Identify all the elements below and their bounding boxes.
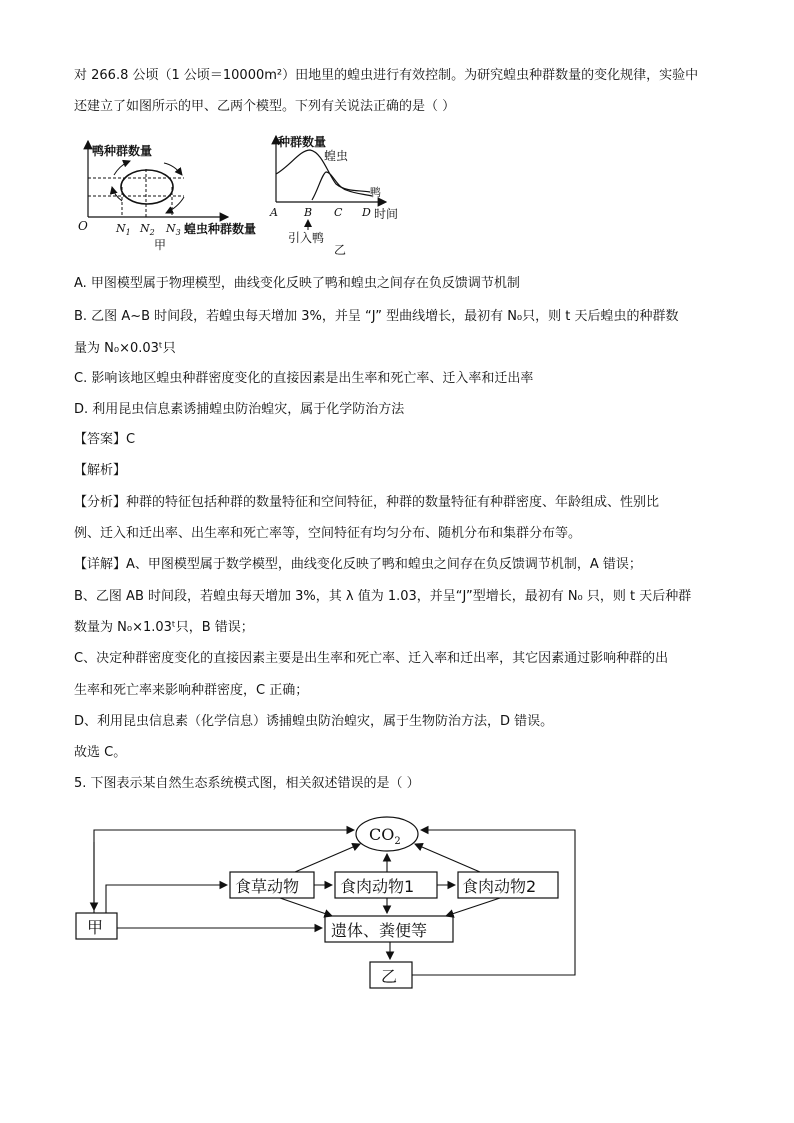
figure-jia (74, 135, 274, 255)
tick-b: B (304, 206, 313, 219)
svg-text:遗体、粪便等: 遗体、粪便等 (331, 921, 428, 940)
option-a: A. 甲图模型属于物理模型，曲线变化反映了鸭和蝗虫之间存在负反馈调节机制 (74, 276, 520, 291)
question-stem-line-2: 还建立了如图所示的甲、乙两个模型。下列有关说法正确的是（ ） (74, 99, 456, 114)
xiangjie-line-a: 【详解】A、甲图模型属于数学模型，曲线变化反映了鸭和蝗虫之间存在负反馈调节机制，A 错误； (74, 557, 642, 572)
duck-curve (312, 172, 372, 200)
xiangjie-d: D、利用昆虫信息素（化学信息）诱捕蝗虫防治蝗灾，属于生物防治方法，D 错误。 (74, 714, 554, 729)
y-axis-label: 鸭种群数量 (92, 144, 153, 158)
xiangjie-c-line-2: 生率和死亡率来影响种群密度，C 正确； (74, 683, 309, 698)
tick-n2: $N_2$ (140, 222, 155, 237)
tick-n1: $N_1$ (116, 222, 131, 237)
svg-text:食草动物: 食草动物 (235, 877, 300, 896)
y-axis-label: 种群数量 (278, 135, 327, 149)
option-b-line-2: 量为 N₀×0.03ᵗ只 (74, 341, 176, 356)
series-label-locust: 蝗虫 (324, 149, 349, 163)
svg-text:食肉动物1: 食肉动物1 (340, 877, 415, 896)
co2-label: $CO_2$ (369, 825, 401, 847)
locust-curve (276, 150, 370, 192)
option-b-line-1: B. 乙图 A~B 时间段，若蝗虫每天增加 3%，并呈 “J” 型曲线增长，最初有 N₀只，则 t 天后蝗虫的种群数 (74, 309, 679, 324)
figure-yi-caption: 乙 (334, 243, 347, 257)
tick-c: C (334, 206, 343, 219)
tick-d: D (362, 206, 371, 219)
series-label-duck: 鸭 (370, 186, 381, 199)
fenxi-line-1: 【分析】种群的特征包括种群的数量特征和空间特征，种群的数量特征有种群密度、年龄组成、性别比 (74, 495, 660, 510)
figure-yi (266, 130, 416, 258)
fenxi-line-2: 例、迁入和迁出率、出生率和死亡率等，空间特征有均匀分布、随机分布和集群分布等。 (74, 526, 582, 541)
xiangjie-b-line-2: 数量为 N₀×1.03ᵗ只，B 错误； (74, 620, 254, 635)
analysis-title: 【解析】 (74, 463, 127, 478)
xiangjie-label: 【详解】 (74, 557, 127, 572)
question-5-stem: 5. 下图表示某自然生态系统模式图，相关叙述错误的是（ ） (74, 776, 420, 791)
option-c: C. 影响该地区蝗虫种群密度变化的直接因素是出生率和死亡率、迁入率和迁出率 (74, 371, 534, 386)
fenxi-label: 【分析】 (74, 495, 127, 510)
option-d: D. 利用昆虫信息素诱捕蝗虫防治蝗灾，属于化学防治方法 (74, 402, 405, 417)
ecosystem-diagram (70, 812, 590, 992)
answer (74, 431, 135, 449)
question-stem-line-1: 对 266.8 公顷（1 公顷＝10000m²）田地里的蝗虫进行有效控制。为研究蝗虫种群数量的变化规律，实验中 (74, 68, 699, 83)
svg-text:乙: 乙 (381, 967, 398, 986)
xiangjie-c-line-1: C、决定种群密度变化的直接因素主要是出生率和死亡率、迁入率和迁出率，其它因素通过影响种群的出 (74, 651, 669, 666)
tick-a: A (270, 206, 278, 219)
conclusion: 故选 C。 (74, 745, 127, 760)
svg-text:食肉动物2: 食肉动物2 (462, 877, 537, 896)
answer-label: 【答案】 (74, 432, 127, 447)
x-axis-label: 时间 (374, 207, 399, 221)
cycle-ellipse (121, 170, 173, 204)
xiangjie-b-line-1: B、乙图 AB 时间段，若蝗虫每天增加 3%，其 λ 值为 1.03，并呈“J”型增长，最初有 N₀ 只，则 t 天后种群 (74, 589, 692, 604)
introduce-duck-label: 引入鸭 (288, 231, 325, 245)
x-axis-label: 蝗虫种群数量 (184, 222, 257, 236)
tick-n3: $N_3$ (166, 222, 181, 237)
svg-text:甲: 甲 (87, 918, 104, 937)
origin-label: O (78, 219, 88, 233)
answer-value: C (126, 432, 136, 447)
figure-jia-caption: 甲 (154, 238, 167, 252)
